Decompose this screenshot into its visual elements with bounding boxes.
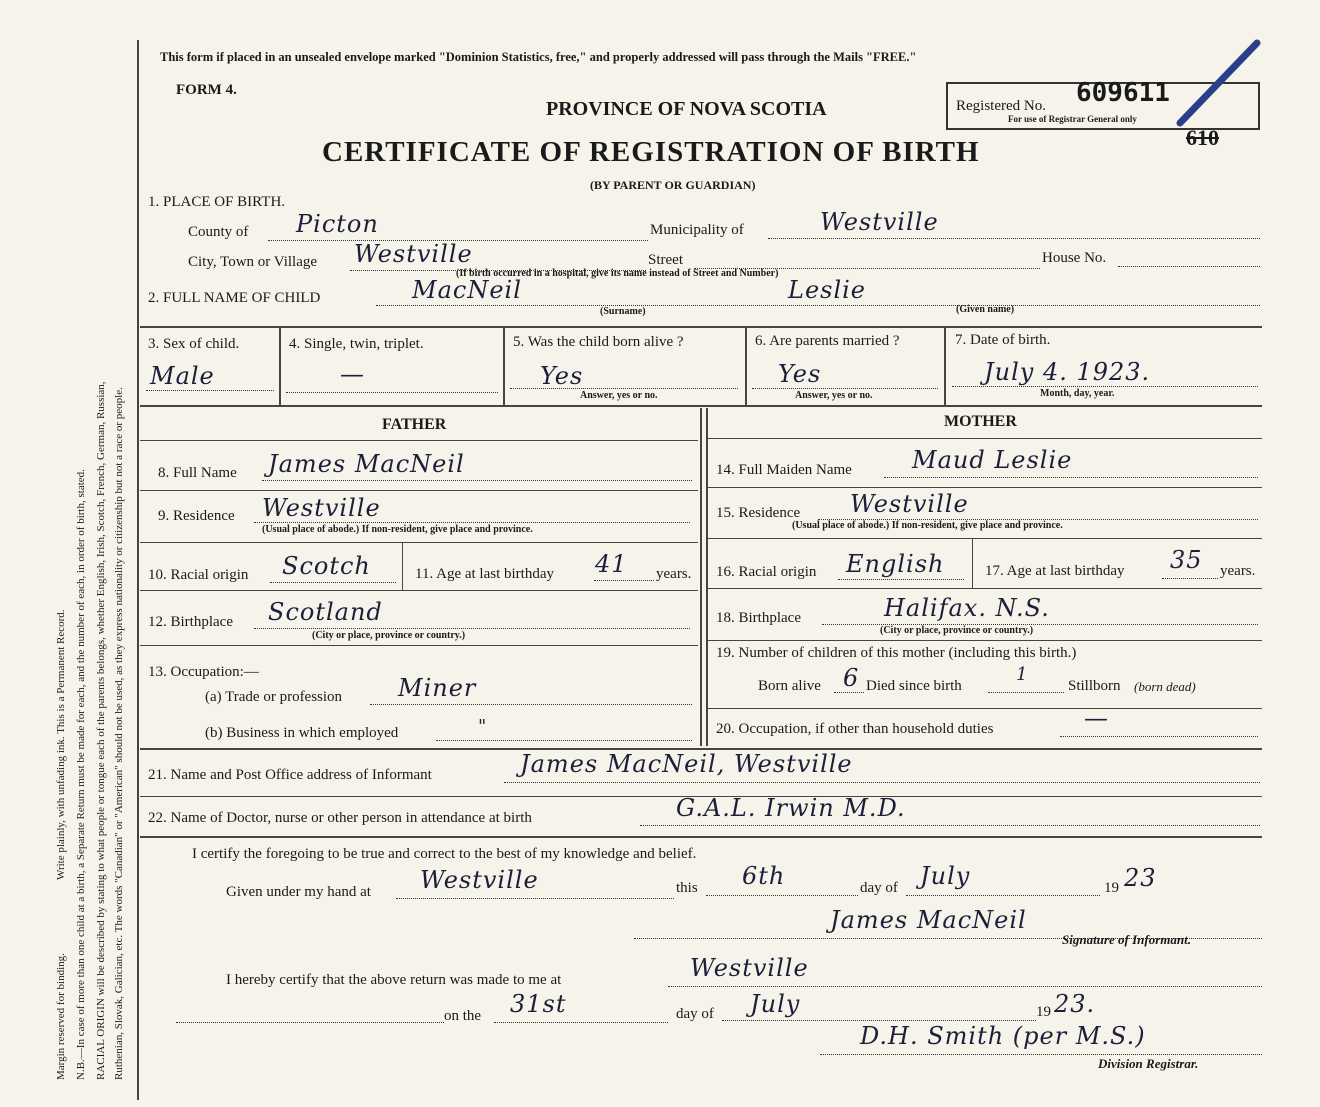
municipality-label: Municipality of <box>650 222 744 238</box>
father-birthplace-label: 12. Birthplace <box>148 614 233 630</box>
informant-signature-label: Signature of Informant. <box>1062 932 1191 947</box>
place-of-birth-label: 1. PLACE OF BIRTH. <box>148 194 286 210</box>
mother-years: years. <box>1220 563 1256 579</box>
died-since-birth-label: Died since birth <box>866 678 962 694</box>
informant-signature: James MacNeil <box>830 906 1027 934</box>
province-heading: PROVINCE OF NOVA SCOTIA <box>546 98 827 120</box>
given-under-label: Given under my hand at <box>226 884 371 900</box>
registrar-signature: D.H. Smith (per M.S.) <box>860 1022 1146 1050</box>
form-number: FORM 4. <box>176 82 237 98</box>
page-subtitle: (BY PARENT OR GUARDIAN) <box>590 178 756 192</box>
born-alive-note: Answer, yes or no. <box>580 390 658 401</box>
mother-birthplace: Halifax. N.S. <box>884 594 1050 622</box>
registrar-year-prefix: 19 <box>1036 1004 1051 1020</box>
married-value: Yes <box>778 360 822 388</box>
margin-line-1: Write plainly, with unfading ink. This is a Permanent Record. <box>55 609 67 880</box>
mother-residence-label: 15. Residence <box>716 505 801 521</box>
informant-value: James MacNeil, Westville <box>520 750 853 778</box>
mother-racial-label: 16. Racial origin <box>716 564 817 580</box>
doctor-label: 22. Name of Doctor, nurse or other person in attendance at birth <box>148 810 532 826</box>
mother-children-label: 19. Number of children of this mother (including this birth.) <box>716 645 1077 661</box>
father-racial: Scotch <box>282 552 371 580</box>
father-age-label: 11. Age at last birthday <box>415 566 554 582</box>
mother-heading: MOTHER <box>944 413 1017 430</box>
married-label: 6. Are parents married ? <box>755 333 900 349</box>
died-since-birth-count: 1 <box>1016 664 1029 685</box>
dob-value: July 4. 1923. <box>984 358 1151 386</box>
child-name-label: 2. FULL NAME OF CHILD <box>148 290 321 306</box>
stillborn-label: Stillborn <box>1068 678 1121 694</box>
father-residence-note: (Usual place of abode.) If non-resident, give place and province. <box>262 524 533 535</box>
street-label: Street <box>648 252 683 268</box>
given-place: Westville <box>420 866 539 894</box>
father-racial-label: 10. Racial origin <box>148 567 249 583</box>
father-occupation-label: 13. Occupation:— <box>148 664 259 680</box>
certify-year-prefix: 19 <box>1104 880 1119 896</box>
registrar-text: I hereby certify that the above return was made to me at <box>226 972 562 988</box>
pen-check-mark <box>1175 35 1265 130</box>
born-alive-count: 6 <box>843 664 860 692</box>
page-title: CERTIFICATE OF REGISTRATION OF BIRTH <box>322 136 980 168</box>
sex-value: Male <box>150 362 215 390</box>
father-name-label: 8. Full Name <box>158 465 237 481</box>
mother-occupation: — <box>1084 704 1109 732</box>
house-no-label: House No. <box>1042 250 1107 266</box>
certify-day-of-label: day of <box>860 880 898 896</box>
registered-number: 609611 <box>1076 78 1170 108</box>
margin-line-4: Ruthenian, Slovak, Galician, etc. The words "Canadian" or "American" should not be used, as they express nationality or citizenship but not a race or people. <box>113 387 125 1080</box>
mother-age-label: 17. Age at last birthday <box>985 563 1125 579</box>
child-surname: MacNeil <box>412 276 522 304</box>
mother-name: Maud Leslie <box>912 446 1073 474</box>
margin-instructions <box>55 40 135 1080</box>
doctor-value: G.A.L. Irwin M.D. <box>676 794 906 822</box>
born-alive-count-label: Born alive <box>758 678 821 694</box>
single-value: — <box>340 360 365 388</box>
registrar-use-note: For use of Registrar General only <box>1008 114 1137 124</box>
mother-racial: English <box>846 550 945 578</box>
mother-name-label: 14. Full Maiden Name <box>716 462 852 478</box>
sex-label: 3. Sex of child. <box>148 336 240 352</box>
born-alive-label: 5. Was the child born alive ? <box>513 334 684 350</box>
margin-line-3: RACIAL ORIGIN will be described by stating to what people or tongue each of the parents belongs, whether English, Irish, Scotch, French, German, Russian, <box>95 381 107 1080</box>
registrar-day-of-label: day of <box>676 1006 714 1022</box>
registrar-place: Westville <box>690 954 809 982</box>
registrar-signature-label: Division Registrar. <box>1098 1056 1199 1071</box>
registered-label: Registered No. <box>956 98 1046 114</box>
dob-label: 7. Date of birth. <box>955 332 1051 348</box>
father-business-label: (b) Business in which employed <box>205 725 399 741</box>
child-given-name: Leslie <box>788 276 867 304</box>
municipality-value: Westville <box>820 208 939 236</box>
stamp-number: 610 <box>1186 125 1219 150</box>
city-value: Westville <box>354 240 473 268</box>
mother-birthplace-label: 18. Birthplace <box>716 610 801 626</box>
mother-birthplace-note: (City or place, province or country.) <box>880 625 1034 636</box>
margin-line-2: N.B.—In case of more than one child at a birth, a Separate Return must be made for each, and the number of each, in order of birth, stated. <box>75 469 87 1080</box>
mother-occupation-label: 20. Occupation, if other than household duties <box>716 721 994 737</box>
informant-label: 21. Name and Post Office address of Informant <box>148 767 432 783</box>
hospital-note: (If birth occurred in a hospital, give its name instead of Street and Number) <box>456 268 779 279</box>
certify-day: 6th <box>742 862 786 890</box>
certify-text: I certify the foregoing to be true and correct to the best of my knowledge and belief. <box>192 846 697 862</box>
mother-age: 35 <box>1170 546 1203 574</box>
father-years: years. <box>656 566 692 582</box>
surname-note: (Surname) <box>600 306 646 317</box>
county-value: Picton <box>296 210 379 238</box>
father-birthplace-note: (City or place, province or country.) <box>312 630 466 641</box>
father-residence-label: 9. Residence <box>158 508 235 524</box>
certify-year: 23 <box>1124 864 1157 892</box>
city-label: City, Town or Village <box>188 254 318 270</box>
father-heading: FATHER <box>382 416 447 433</box>
father-age: 41 <box>595 550 628 578</box>
dob-note: Month, day, year. <box>1040 388 1115 399</box>
registrar-year: 23. <box>1054 990 1096 1018</box>
mother-residence: Westville <box>850 490 969 518</box>
on-the-label: on the <box>444 1008 482 1024</box>
given-name-note: (Given name) <box>956 304 1015 315</box>
stillborn-note: (born dead) <box>1134 679 1196 694</box>
father-trade-label: (a) Trade or profession <box>205 689 343 705</box>
father-business: " <box>478 716 488 737</box>
registrar-day: 31st <box>510 990 567 1018</box>
born-alive-value: Yes <box>540 362 584 390</box>
registrar-month: July <box>750 990 801 1018</box>
father-trade: Miner <box>398 674 477 702</box>
postal-note: This form if placed in an unsealed envelope marked "Dominion Statistics, free," and properly addressed will pass through the Mails "FREE." <box>160 50 917 64</box>
certify-month: July <box>920 862 971 890</box>
married-note: Answer, yes or no. <box>795 390 873 401</box>
father-name: James MacNeil <box>268 450 465 478</box>
margin-rule <box>137 40 139 1100</box>
single-label: 4. Single, twin, triplet. <box>289 336 424 352</box>
county-label: County of <box>188 224 249 240</box>
father-residence: Westville <box>262 494 381 522</box>
father-birthplace: Scotland <box>268 598 383 626</box>
this-label: this <box>676 880 698 896</box>
margin-note: Margin reserved for binding. <box>55 953 67 1080</box>
mother-residence-note: (Usual place of abode.) If non-resident, give place and province. <box>792 520 1063 531</box>
